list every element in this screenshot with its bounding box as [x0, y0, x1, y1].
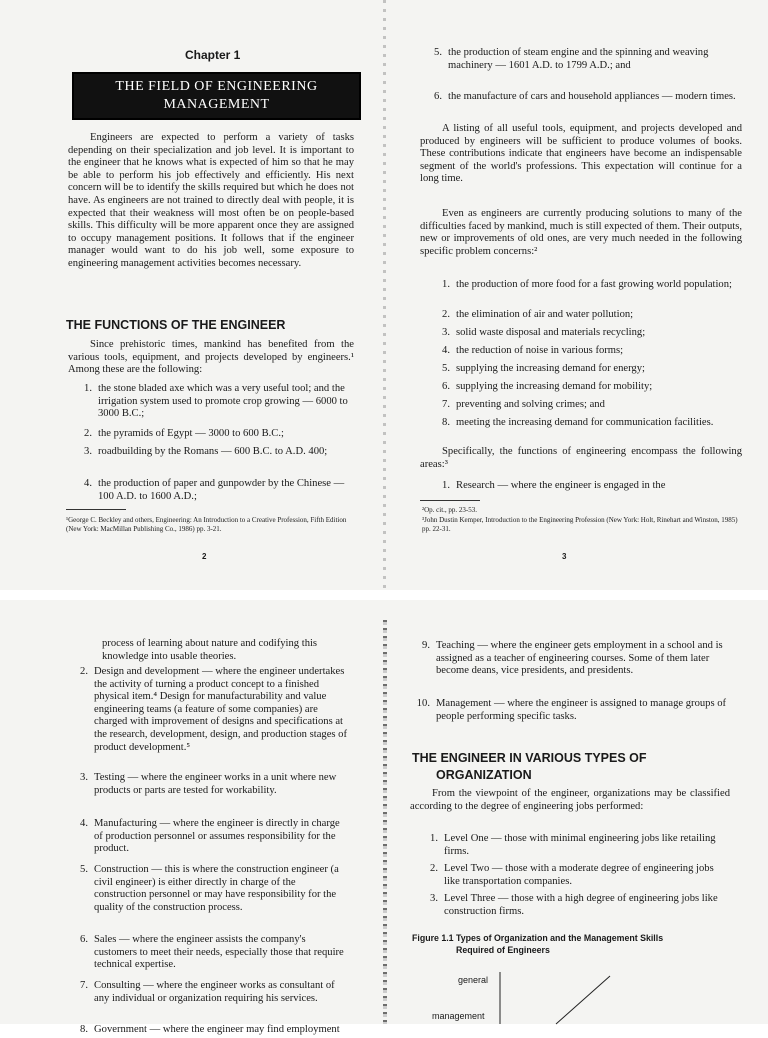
list-item: 3. Testing — where the engineer works in a unit where new products or parts are tested for workability.: [80, 772, 337, 796]
list-item: 7. Consulting — where the engineer works as consultant of any individual or organization requiring his services.: [80, 980, 335, 1004]
list-item: 1. the production of more food for a fast growing world population;: [442, 279, 732, 290]
list-item: 5. the production of steam engine and the spinning and weaving machinery — 1601 A.D. to 1799 A.D.; and: [434, 47, 709, 71]
list-item: 2. Level Two — those with a moderate degree of engineering jobs like transportation companies.: [430, 863, 714, 887]
list-item: 6. the manufacture of cars and household appliances — modern times.: [434, 91, 736, 102]
concerns-list: [432, 279, 744, 441]
list-item: 5. supplying the increasing demand for energy;: [442, 363, 645, 374]
figure-diagram: [484, 968, 624, 1024]
list-item: 4. the reduction of noise in various forms;: [442, 345, 624, 356]
chapter-title: [72, 72, 361, 120]
chapter-title-line1: THE FIELD OF ENGINEERING: [115, 79, 318, 94]
figure-skill-line: [556, 976, 610, 1024]
page-number: 2: [202, 552, 207, 561]
page-3: [384, 0, 768, 590]
list-item: 7. preventing and solving crimes; and: [442, 399, 605, 410]
footnote-2: ²Op. cit., pp. 23-53.: [422, 506, 477, 514]
list-item: 1. Level One — those with minimal engineering jobs like retailing firms.: [430, 833, 716, 857]
list-item: 3. solid waste disposal and materials recycling;: [442, 327, 646, 338]
areas-list: [432, 480, 744, 494]
list-item: 4. the production of paper and gunpowder by the Chinese — 100 A.D. to 1600 A.D.;: [84, 478, 345, 502]
section-paragraph: From the viewpoint of the engineer, organizations may be classified according to the degree of engineering jobs performed:: [410, 788, 730, 812]
list-item: 2. Design and development — where the engineer undertakes the activity of turning a product concept to a finished physical item.⁴ Design for manufacturability and value engineering teams (a feature of some companies) are charged with improvement of designs and specifications at the research, development, design, and production stages of product development.⁵: [80, 666, 347, 753]
chapter-label: Chapter 1: [185, 48, 241, 62]
list-item: 8. Government — where the engineer may find employment: [80, 1024, 340, 1035]
list-item: 3. roadbuilding by the Romans — 600 B.C. to A.D. 400;: [84, 446, 328, 457]
footnote-rule: [66, 509, 126, 510]
figure-caption-line1: Figure 1.1 Types of Organization and the Management Skills: [412, 933, 664, 943]
list-item: 1. the stone bladed axe which was a very useful tool; and the irrigation system used to promote crop growing — 6000 to 3000 B.C.;: [84, 383, 348, 420]
list-item: 6. supplying the increasing demand for mobility;: [442, 381, 653, 392]
section-paragraph: Since prehistoric times, mankind has benefited from the various tools, equipment, and projects developed by engineers.¹ Among these are the following:: [68, 339, 354, 376]
list-item: 4. Manufacturing — where the engineer is directly in charge of production personnel or assumes responsibility for the product.: [80, 818, 340, 855]
history-list: [74, 383, 354, 503]
footnote: ¹George C. Beckley and others, Engineering: An Introduction to a Creative Profession, Fifth Edition (New York: MacMillan Publishing Co., 1986) pp. 3-21.: [66, 516, 347, 533]
section-heading-line2: ORGANIZATION: [436, 768, 532, 782]
list-item: 6. Sales — where the engineer assists the company's customers to meet their needs, especially those that require technical expertise.: [80, 934, 344, 971]
book-gutter-top: [383, 0, 386, 590]
footnote-rule: [420, 500, 480, 501]
list-item: 2. the pyramids of Egypt — 3000 to 600 B.C.;: [84, 428, 284, 439]
page-2: [0, 0, 384, 590]
list-item: 8. meeting the increasing demand for communication facilities.: [442, 417, 714, 428]
page-4: [0, 600, 384, 1035]
list-item: 1. Research — where the engineer is engaged in the: [442, 480, 666, 491]
history-list-continued: [424, 47, 744, 119]
list-item: 3. Level Three — those with a high degree of engineering jobs like construction firms.: [430, 893, 718, 917]
page-number: 3: [562, 552, 567, 561]
organization-levels-list: [420, 833, 730, 923]
footnote-3: ³John Dustin Kemper, Introduction to the Engineering Profession (New York: Holt, Rinehart and Winston, 1985) pp. 22-31.: [422, 516, 738, 533]
book-gutter-bottom: [383, 620, 387, 1024]
page-5: [384, 600, 768, 1024]
list-item: 9. Teaching — where the engineer gets employment in a school and is assigned as a teacher of engineering courses. Some of them later become deans, vice presidents, and presidents.: [422, 640, 723, 677]
section-heading: THE FUNCTIONS OF THE ENGINEER: [66, 318, 286, 332]
section-heading-line1: THE ENGINEER IN VARIOUS TYPES OF: [412, 751, 647, 765]
concerns-intro-paragraph: Even as engineers are currently producing solutions to many of the difficulties faced by mankind, much is still expected of them. Their outputs, new or improvements of old ones, are very much needed in the following specific problem concerns:²: [420, 208, 742, 257]
list-item: 10. Management — where the engineer is assigned to manage groups of people performing specific tasks.: [416, 698, 727, 722]
research-continued: process of learning about nature and codifying this knowledge into usable theories.: [102, 638, 318, 662]
list-item: 5. Construction — this is where the construction engineer (a civil engineer) is either directly in charge of the construction personnel or may have responsibility for the quality of the construction process.: [80, 864, 339, 913]
chapter-title-line2: MANAGEMENT: [163, 97, 270, 112]
engineering-functions-list-continued: [412, 640, 730, 740]
areas-intro-paragraph: Specifically, the functions of engineering encompass the following areas:³: [420, 446, 742, 470]
intro-paragraph: Engineers are expected to perform a variety of tasks depending on their specialization and job level. It is important to the engineer that he knows what is expected of him so that he may be able to perform his job effectively and efficiently. His next concern will be to identify the skills required but which he does not have. As engineers are not trained to directly deal with people, it is expected that their weakness will most often be on people-based skills. This difficulty will be more apparent once they are assigned to occupy management positions. It follows that if the engineer manager would want to do his job well, some exposure to engineering management activities becomes necessary.: [68, 132, 354, 269]
list-item: 2. the elimination of air and water pollution;: [442, 309, 634, 320]
figure-caption-line2: Required of Engineers: [456, 945, 550, 955]
axis-label-management: management: [432, 1011, 485, 1021]
engineering-functions-list: [70, 666, 350, 1035]
contributions-paragraph: A listing of all useful tools, equipment, and projects developed and produced by engineers will be sufficient to produce volumes of books. These contributions indicate that engineers have become an indispensable segment of the world's professions. This expectation will continue for a long time.: [420, 123, 742, 185]
axis-label-general: general: [458, 975, 489, 985]
